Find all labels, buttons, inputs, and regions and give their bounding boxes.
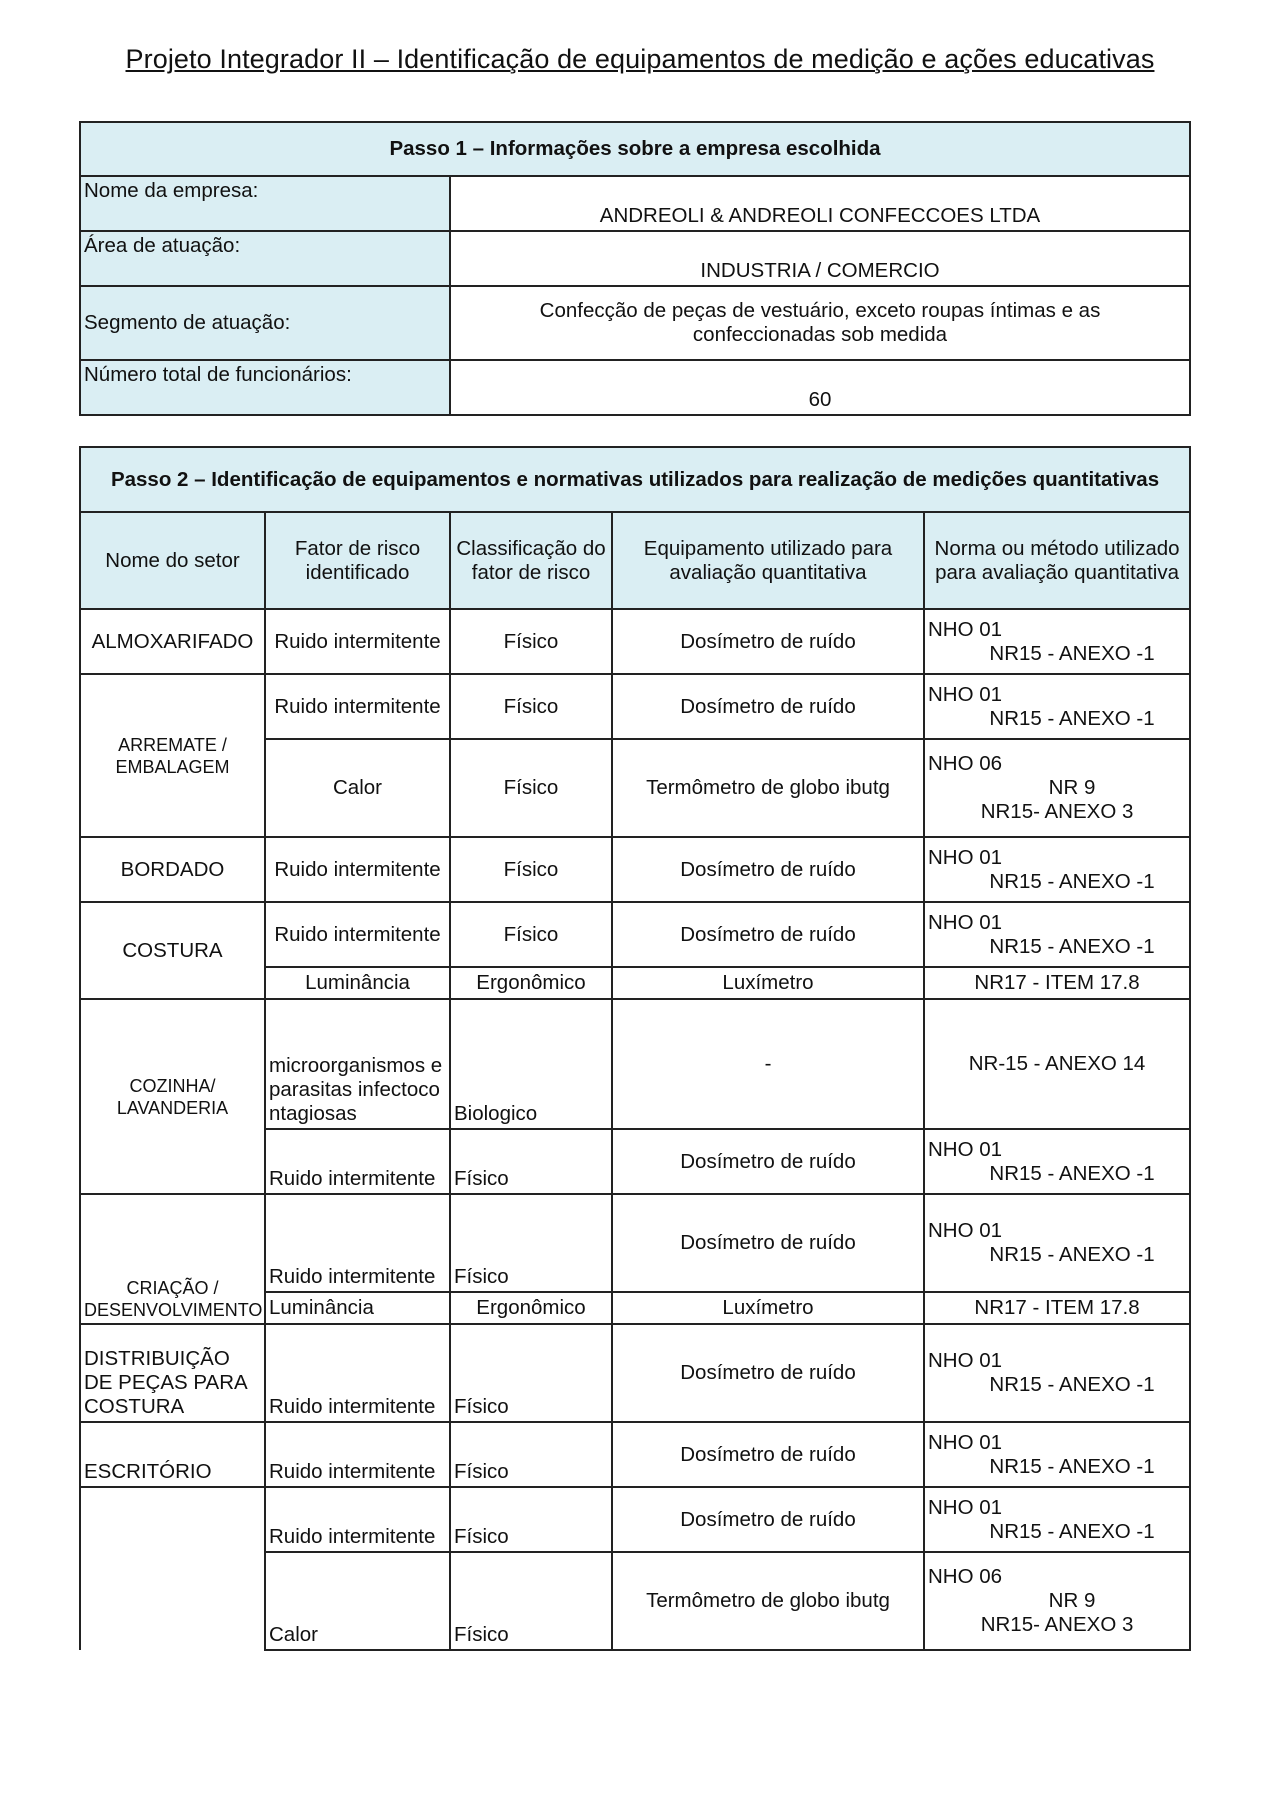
table-row — [80, 837, 1190, 902]
norm-cell: NHO 01 NR15 - ANEXO -1 — [924, 1194, 1190, 1292]
table-row — [80, 360, 1190, 415]
step1-header: Passo 1 – Informações sobre a empresa escolhida — [80, 122, 1190, 176]
norm-cell: NHO 01 NR15 - ANEXO -1 — [924, 837, 1190, 902]
risk-cell: Calor — [265, 739, 450, 837]
risk-cell: Ruido intermitente — [265, 837, 450, 902]
step2-header: Passo 2 – Identificação de equipamentos e normativas utilizados para realização de medições quantitativas — [80, 447, 1190, 512]
equipment-cell: Termômetro de globo ibutg — [612, 1552, 924, 1650]
classification-cell: Físico — [450, 739, 612, 837]
risk-cell: Ruido intermitente — [265, 1422, 450, 1487]
risk-cell: Luminância — [265, 967, 450, 999]
classification-cell: Físico — [450, 1129, 612, 1194]
step1-table — [79, 121, 1191, 416]
norm-cell: NHO 01 NR15 - ANEXO -1 — [924, 1422, 1190, 1487]
risk-cell: Ruido intermitente — [265, 902, 450, 967]
table-row — [80, 609, 1190, 674]
sector-cell: ARREMATE / EMBALAGEM — [80, 674, 265, 837]
table-row — [80, 1194, 1190, 1292]
risk-cell: Ruido intermitente — [265, 1324, 450, 1422]
document-title: Projeto Integrador II – Identificação de equipamentos de medição e ações educativas — [125, 44, 1155, 74]
risk-cell: microorganismos e parasitas infectocontagiosas — [265, 999, 450, 1129]
norm-cell: NHO 01 NR15 - ANEXO -1 — [924, 1129, 1190, 1194]
sector-cell: COSTURA — [80, 902, 265, 999]
sector-cell: ALMOXARIFADO — [80, 609, 265, 674]
equipment-cell: - — [612, 999, 924, 1129]
sector-cell: COZINHA/ LAVANDERIA — [80, 999, 265, 1194]
equipment-cell: Dosímetro de ruído — [612, 1194, 924, 1292]
risk-cell: Calor — [265, 1552, 450, 1650]
classification-cell: Ergonômico — [450, 1292, 612, 1324]
risk-cell: Ruido intermitente — [265, 1487, 450, 1552]
risk-cell: Ruido intermitente — [265, 609, 450, 674]
table-row — [80, 176, 1190, 231]
table-row — [80, 1422, 1190, 1487]
sector-cell: CRIAÇÃO / DESENVOLVIMENTO — [80, 1194, 265, 1324]
classification-cell: Físico — [450, 1552, 612, 1650]
norm-cell: NHO 01 NR15 - ANEXO -1 — [924, 1487, 1190, 1552]
table-row — [80, 1487, 1190, 1552]
table-row — [80, 1324, 1190, 1422]
equipment-cell: Dosímetro de ruído — [612, 902, 924, 967]
norm-cell: NR-15 - ANEXO 14 — [924, 999, 1190, 1129]
table-row — [80, 674, 1190, 739]
col-header-equipment: Equipamento utilizado para avaliação quantitativa — [612, 512, 924, 609]
classification-cell: Físico — [450, 674, 612, 739]
company-name-label: Nome da empresa: — [80, 176, 450, 231]
norm-cell: NHO 01 NR15 - ANEXO -1 — [924, 609, 1190, 674]
classification-cell: Físico — [450, 1194, 612, 1292]
column-headers — [80, 512, 1190, 609]
equipment-cell: Dosímetro de ruído — [612, 837, 924, 902]
risk-cell: Ruido intermitente — [265, 1129, 450, 1194]
norm-cell: NHO 01 NR15 - ANEXO -1 — [924, 674, 1190, 739]
classification-cell: Físico — [450, 609, 612, 674]
col-header-norm: Norma ou método utilizado para avaliação quantitativa — [924, 512, 1190, 609]
norm-cell: NHO 01 NR15 - ANEXO -1 — [924, 1324, 1190, 1422]
segment-value: Confecção de peças de vestuário, exceto roupas íntimas e as confeccionadas sob medida — [450, 286, 1190, 360]
table-row — [80, 902, 1190, 967]
risk-cell: Ruido intermitente — [265, 674, 450, 739]
risk-cell: Luminância — [265, 1292, 450, 1324]
norm-cell: NR17 - ITEM 17.8 — [924, 967, 1190, 999]
equipment-cell: Dosímetro de ruído — [612, 1422, 924, 1487]
col-header-risk: Fator de risco identificado — [265, 512, 450, 609]
col-header-sector: Nome do setor — [80, 512, 265, 609]
col-header-classification: Classificação do fator de risco — [450, 512, 612, 609]
classification-cell: Físico — [450, 1487, 612, 1552]
equipment-cell: Luxímetro — [612, 1292, 924, 1324]
segment-label: Segmento de atuação: — [80, 286, 450, 360]
equipment-cell: Dosímetro de ruído — [612, 609, 924, 674]
equipment-cell: Dosímetro de ruído — [612, 1487, 924, 1552]
area-label: Área de atuação: — [80, 231, 450, 286]
norm-cell: NR17 - ITEM 17.8 — [924, 1292, 1190, 1324]
norm-cell: NHO 06 NR 9 NR15- ANEXO 3 — [924, 1552, 1190, 1650]
table-row — [80, 286, 1190, 360]
sector-cell: ESCRITÓRIO — [80, 1422, 265, 1487]
classification-cell: Biologico — [450, 999, 612, 1129]
classification-cell: Físico — [450, 1324, 612, 1422]
sector-cell: BORDADO — [80, 837, 265, 902]
classification-cell: Ergonômico — [450, 967, 612, 999]
equipment-cell: Dosímetro de ruído — [612, 674, 924, 739]
step2-table — [79, 446, 1191, 1651]
employees-label: Número total de funcionários: — [80, 360, 450, 415]
company-name-value: ANDREOLI & ANDREOLI CONFECCOES LTDA — [450, 176, 1190, 231]
sector-cell-empty — [80, 1487, 265, 1650]
sector-cell: DISTRIBUIÇÃO DE PEÇAS PARA COSTURA — [80, 1324, 265, 1422]
classification-cell: Físico — [450, 902, 612, 967]
risk-cell: Ruido intermitente — [265, 1194, 450, 1292]
employees-value: 60 — [450, 360, 1190, 415]
area-value: INDUSTRIA / COMERCIO — [450, 231, 1190, 286]
classification-cell: Físico — [450, 837, 612, 902]
equipment-cell: Termômetro de globo ibutg — [612, 739, 924, 837]
equipment-cell: Dosímetro de ruído — [612, 1324, 924, 1422]
classification-cell: Físico — [450, 1422, 612, 1487]
equipment-cell: Luxímetro — [612, 967, 924, 999]
table-row — [80, 999, 1190, 1129]
equipment-cell: Dosímetro de ruído — [612, 1129, 924, 1194]
norm-cell: NHO 01 NR15 - ANEXO -1 — [924, 902, 1190, 967]
table-row — [80, 231, 1190, 286]
norm-cell: NHO 06 NR 9 NR15- ANEXO 3 — [924, 739, 1190, 837]
